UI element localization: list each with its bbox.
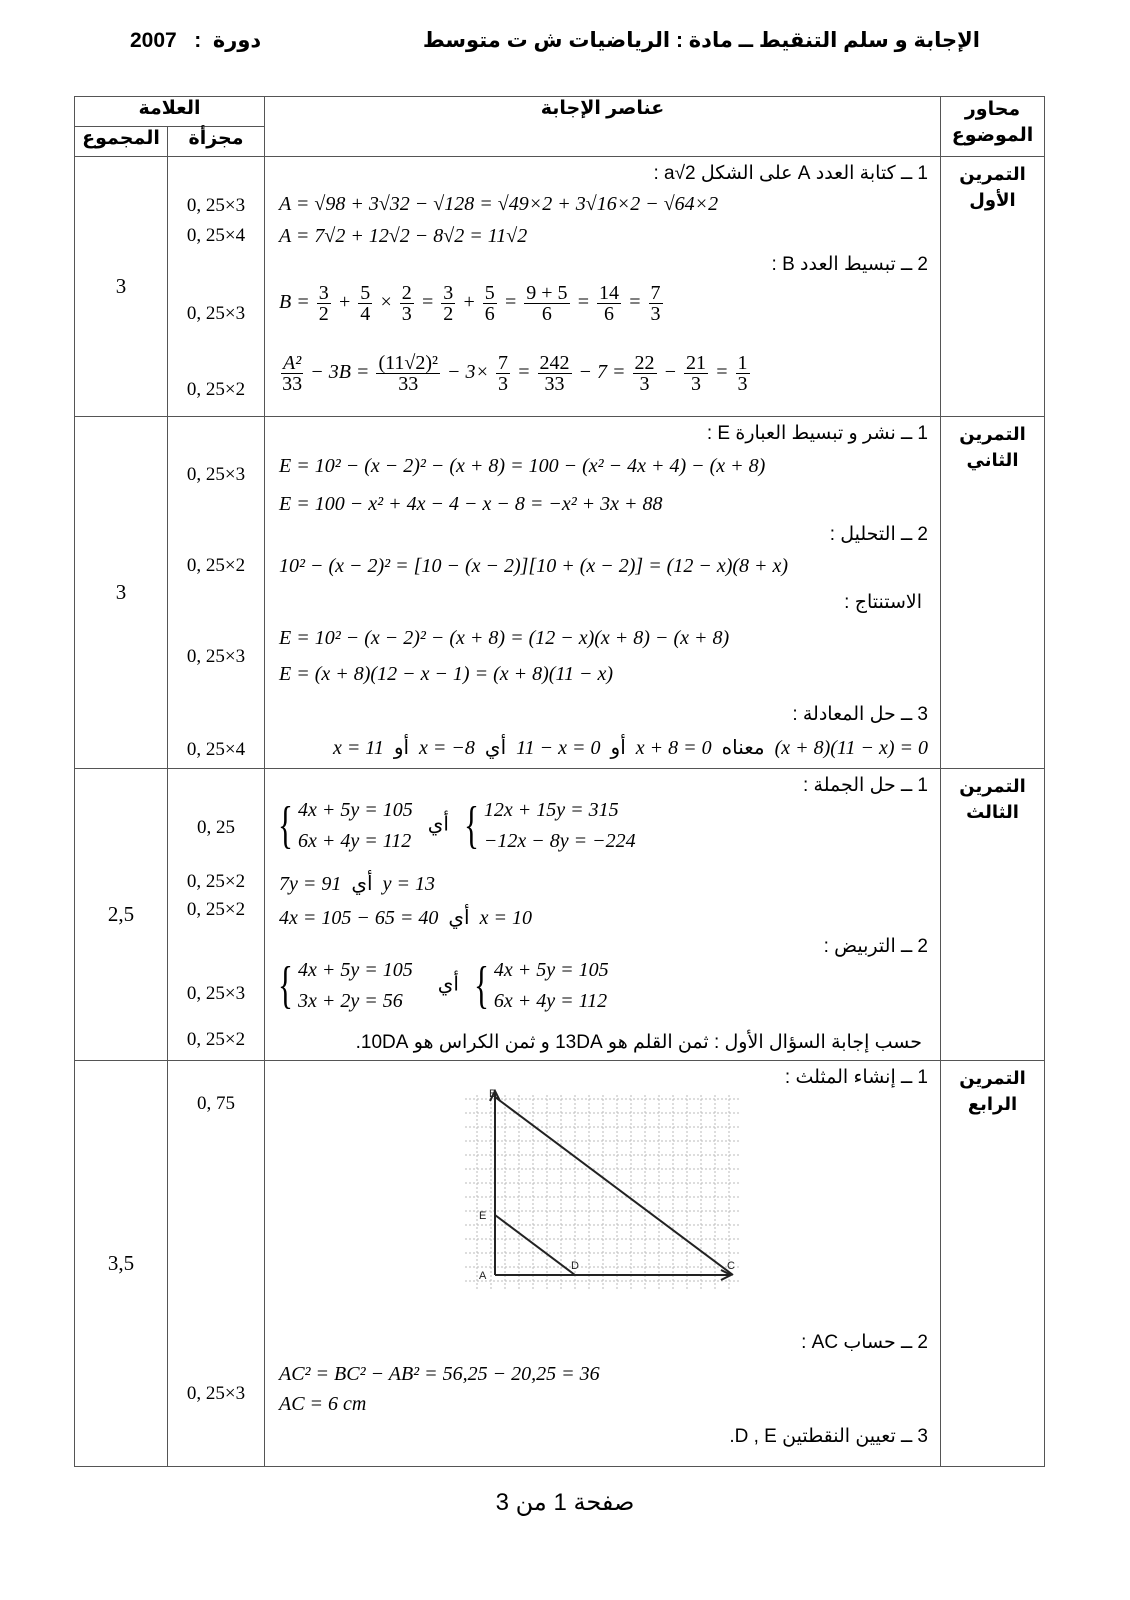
ex3-mark-1: 0, 25 bbox=[197, 817, 235, 838]
ex2-mark-4: 0, 25×4 bbox=[186, 739, 246, 760]
ex4-q2: 2 ــ حساب AC : bbox=[801, 1332, 928, 1353]
ex4-line-ac: AC = 6 cm bbox=[279, 1393, 367, 1415]
ex1-mark-4: 0, 25×2 bbox=[186, 379, 246, 400]
grid-lines bbox=[465, 1095, 741, 1289]
exercise-1-row bbox=[75, 157, 1045, 417]
ex3-mark-5: 0, 25×2 bbox=[186, 1029, 246, 1050]
ex4-marks bbox=[168, 1061, 265, 1467]
ex1-mark-2: 0, 25×4 bbox=[186, 225, 246, 246]
ex1-q1: 1 ــ كتابة العدد A على الشكل a√2 : bbox=[653, 163, 928, 184]
ex1-title: التمرين الأول bbox=[941, 157, 1045, 417]
ex2-q2b: الاستنتاج : bbox=[844, 592, 922, 613]
ex1-marks bbox=[168, 157, 265, 417]
ex4-mark-2: 0, 25×3 bbox=[186, 1383, 246, 1404]
ex3-mark-3: 0, 25×2 bbox=[186, 899, 246, 920]
ex2-line-e3: E = 10² − (x − 2)² − (x + 8) = (12 − x)(x + 8) − (x + 8) bbox=[279, 627, 730, 649]
grade-header: العلامة bbox=[75, 97, 265, 127]
ex2-mark-3: 0, 25×3 bbox=[186, 646, 246, 667]
triangle-lines bbox=[490, 1091, 733, 1280]
exercise-2-row bbox=[75, 417, 1045, 769]
year: 2007 bbox=[130, 29, 177, 52]
exercise-4-row bbox=[75, 1061, 1045, 1467]
label-E: E bbox=[479, 1210, 487, 1222]
session-label: دورة bbox=[212, 29, 262, 52]
ex3-q1: 1 ــ حل الجملة : bbox=[802, 775, 928, 796]
partial-header: مجزأة bbox=[168, 127, 265, 157]
page-number: صفحة 1 من 3 bbox=[495, 1489, 635, 1516]
ex3-marks bbox=[168, 769, 265, 1061]
exercise-3-row bbox=[75, 769, 1045, 1061]
ex2-q3: 3 ــ حل المعادلة : bbox=[792, 704, 928, 725]
ex2-answers bbox=[265, 417, 941, 769]
ex4-title: التمرين الرابع bbox=[941, 1061, 1045, 1467]
ex3-mark-4: 0, 25×3 bbox=[186, 983, 246, 1004]
ex1-total: 3 bbox=[75, 157, 168, 417]
ex4-line-ac2: AC² = BC² − AB² = 56,25 − 20,25 = 36 bbox=[279, 1363, 600, 1385]
answer-table bbox=[74, 96, 1045, 1467]
session-year: دورة : 2007 bbox=[130, 29, 262, 52]
ex3-line-x: 4x = 105 − 65 = 40 أي x = 10 bbox=[279, 907, 532, 929]
ex2-total: 3 bbox=[75, 417, 168, 769]
document-title: الإجابة و سلم التنقيط ــ مادة : الرياضيات ش ت متوسط bbox=[422, 29, 980, 52]
ex4-mark-1: 0, 75 bbox=[197, 1093, 235, 1114]
ex1-q2: 2 ــ تبسيط العدد B : bbox=[771, 254, 928, 275]
label-C: C bbox=[727, 1260, 735, 1272]
ex1-mark-1: 0, 25×3 bbox=[186, 195, 246, 216]
ex4-q1: 1 ــ إنشاء المثلث : bbox=[784, 1067, 928, 1088]
ex4-total: 3,5 bbox=[75, 1061, 168, 1467]
answers-header: عناصر الإجابة bbox=[265, 97, 941, 157]
ex1-line-b: B = $\frac{3}{2}$ + $\frac{5}{4}$ × $\frac{2}{3}$ = $\frac{3}{2}$ + $\frac{5}{6}$ = $\frac{9 + 5}{6}$ = $\frac{14}{6}$ = $\frac{7}{3}$ bbox=[279, 282, 661, 325]
ex3-answers bbox=[265, 769, 941, 1061]
total-header: المجموع bbox=[75, 127, 168, 157]
ex2-line-solve: (x + 8)(11 − x) = 0 معناه x + 8 = 0 أو 11 − x = 0 أي x = −8 أو x = 11 bbox=[332, 737, 928, 759]
ex2-mark-1: 0, 25×3 bbox=[186, 464, 246, 485]
ex2-line-factor: 10² − (x − 2)² = [10 − (x − 2)][10 + (x − 2)] = (12 − x)(8 + x) bbox=[279, 555, 789, 577]
ex3-total: 2,5 bbox=[75, 769, 168, 1061]
ex3-line-y: 7y = 91 أي y = 13 bbox=[279, 873, 435, 895]
ex1-line-ratio: $\frac{\text{A²}}{33}$ − 3B = $\frac{\text{(11√2)²}}{33}$ − 3× $\frac{7}{3}$ = $\frac{242}{33}$ − 7 = $\frac{22}{3}$ − $\frac{21}{3}$ = $\frac{1}{3}$ bbox=[282, 352, 748, 395]
ex3-system-1: { 4x + 5y = 105 6x + 4y = 112 أي { 12x + 15y = 315 −12x − 8y = −224 bbox=[277, 797, 636, 854]
ex2-q1: 1 ــ نشر و تبسيط العبارة E : bbox=[706, 423, 928, 444]
ex2-line-e4: E = (x + 8)(12 − x − 1) = (x + 8)(11 − x) bbox=[279, 663, 613, 685]
ex1-mark-3: 0, 25×3 bbox=[186, 303, 246, 324]
ex3-system-2: { 4x + 5y = 105 3x + 2y = 56 أي { 4x + 5y = 105 6x + 4y = 112 bbox=[277, 957, 609, 1014]
ex3-title: التمرين الثالث bbox=[941, 769, 1045, 1061]
ex2-title: التمرين الثاني bbox=[941, 417, 1045, 769]
ex2-mark-2: 0, 25×2 bbox=[186, 555, 246, 576]
ex2-line-e1: E = 10² − (x − 2)² − (x + 8) = 100 − (x² − 4x + 4) − (x + 8) bbox=[279, 455, 766, 477]
ex1-line-a1: A = √98 + 3√32 − √128 = √49×2 + 3√16×2 − √64×2 bbox=[279, 193, 719, 215]
axes-header: محاور الموضوع bbox=[941, 97, 1045, 157]
ex1-line-a2: A = 7√2 + 12√2 − 8√2 = 11√2 bbox=[279, 225, 528, 247]
ex2-marks bbox=[168, 417, 265, 769]
ex3-q2: 2 ــ التربيض : bbox=[823, 936, 928, 957]
ex3-conclusion: حسب إجابة السؤال الأول : ثمن القلم هو 13DA و ثمن الكراس هو 10DA. bbox=[355, 1032, 922, 1053]
ex2-q2: 2 ــ التحليل : bbox=[829, 524, 928, 545]
ex4-answers bbox=[265, 1061, 941, 1467]
triangle-figure bbox=[465, 1089, 745, 1301]
label-B: B bbox=[489, 1089, 497, 1100]
ex3-mark-2: 0, 25×2 bbox=[186, 871, 246, 892]
label-D: D bbox=[571, 1260, 579, 1272]
ex1-answers bbox=[265, 157, 941, 417]
ex4-q3: 3 ــ تعيين النقطتين D , E. bbox=[729, 1426, 928, 1447]
label-A: A bbox=[479, 1270, 487, 1282]
ex2-line-e2: E = 100 − x² + 4x − 4 − x − 8 = −x² + 3x + 88 bbox=[279, 493, 663, 515]
